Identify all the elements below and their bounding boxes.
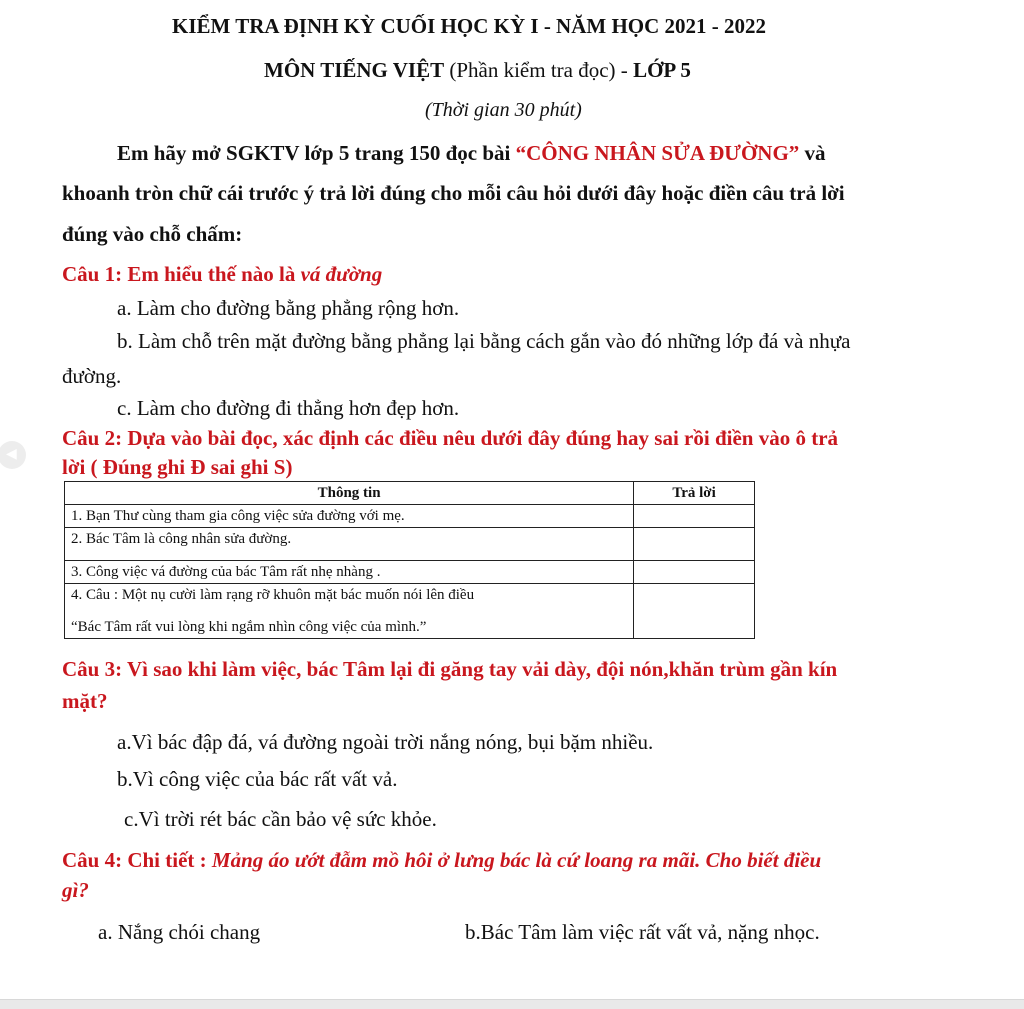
true-false-table <box>64 481 755 639</box>
statement-cell: 1. Bạn Thư cùng tham gia công việc sửa đường với mẹ. <box>65 505 634 528</box>
table-row <box>65 584 755 639</box>
question-3-option-c: c.Vì trời rét bác cần bảo vệ sức khỏe. <box>124 807 437 831</box>
exam-title: KIỂM TRA ĐỊNH KỲ CUỐI HỌC KỲ I - NĂM HỌC 2021 - 2022 <box>172 14 767 38</box>
answer-cell[interactable] <box>634 528 755 561</box>
question-4-quote-cont: gì? <box>62 878 89 902</box>
question-4-heading <box>62 848 821 873</box>
table-row <box>65 528 755 561</box>
table-row <box>65 561 755 584</box>
question-1-text: Câu 1: Em hiểu thế nào là <box>62 262 301 286</box>
answer-cell[interactable] <box>634 505 755 528</box>
chevron-left-icon: ◀ <box>6 446 17 462</box>
question-1-option-b-cont: đường. <box>62 364 122 388</box>
question-1-option-c: c. Làm cho đường đi thẳng hơn đẹp hơn. <box>117 396 460 420</box>
question-2-heading: Câu 2: Dựa vào bài đọc, xác định các điều nêu dưới đây đúng hay sai rồi điền vào ô trả <box>62 426 839 450</box>
question-4-option-b: b.Bác Tâm làm việc rất vất vả, nặng nhọc. <box>465 920 820 944</box>
back-button[interactable] <box>0 441 26 469</box>
question-4-option-a: a. Nắng chói chang <box>98 920 261 944</box>
question-4-quote: Mảng áo ướt đẫm mồ hôi ở lưng bác là cứ loang ra mãi. Cho biết điều <box>211 848 822 872</box>
intro-line-2: khoanh tròn chữ cái trước ý trả lời đúng cho mỗi câu hỏi dưới đây hoặc điền câu trả lời <box>62 181 845 205</box>
question-3-heading: Câu 3: Vì sao khi làm việc, bác Tâm lại đi găng tay vải dày, đội nón,khăn trùm gần kín <box>62 657 838 681</box>
question-3-option-b: b.Vì công việc của bác rất vất vả. <box>117 767 398 791</box>
subject-name: MÔN TIẾNG VIỆT <box>264 58 445 82</box>
grade-label: LỚP 5 <box>633 58 691 82</box>
time-limit: (Thời gian 30 phút) <box>425 99 582 121</box>
table-header-info: Thông tin <box>65 482 634 505</box>
statement-line: “Bác Tâm rất vui lòng khi ngắm nhìn công việc của mình.” <box>71 619 427 635</box>
statement-line: 4. Câu : Một nụ cười làm rạng rỡ khuôn mặt bác muốn nói lên điều <box>71 587 475 603</box>
statement-cell: 3. Công việc vá đường của bác Tâm rất nhẹ nhàng . <box>65 561 634 584</box>
question-4-text: Câu 4: Chi tiết : <box>62 848 212 872</box>
statement-cell: 2. Bác Tâm là công nhân sửa đường. <box>65 528 634 561</box>
question-2-heading-cont: lời ( Đúng ghi Đ sai ghi S) <box>62 455 293 479</box>
table-header-row <box>65 482 755 505</box>
question-3-option-a: a.Vì bác đập đá, vá đường ngoài trời nắng nóng, bụi bặm nhiều. <box>117 730 654 754</box>
intro-text-b: và <box>799 141 826 165</box>
question-3-heading-cont: mặt? <box>62 689 108 713</box>
intro-line-1 <box>117 141 826 166</box>
question-1-heading <box>62 262 382 287</box>
answer-cell[interactable] <box>634 584 755 639</box>
question-1-term: vá đường <box>300 262 383 286</box>
table-row <box>65 505 755 528</box>
table-header-answer: Trả lời <box>634 482 755 505</box>
answer-cell[interactable] <box>634 561 755 584</box>
statement-cell <box>65 584 634 639</box>
question-4-heading-cont <box>62 878 89 903</box>
subject-note: (Phần kiểm tra đọc) - <box>444 58 634 82</box>
question-1-option-b: b. Làm chỗ trên mặt đường bằng phẳng lại bằng cách gắn vào đó những lớp đá và nhựa <box>117 329 851 353</box>
question-1-option-a: a. Làm cho đường bằng phẳng rộng hơn. <box>117 296 460 320</box>
story-title: “CÔNG NHÂN SỬA ĐƯỜNG” <box>515 141 800 165</box>
subject-line <box>264 58 691 83</box>
intro-line-3: đúng vào chỗ chấm: <box>62 222 243 246</box>
intro-text-a: Em hãy mở SGKTV lớp 5 trang 150 đọc bài <box>117 141 516 165</box>
